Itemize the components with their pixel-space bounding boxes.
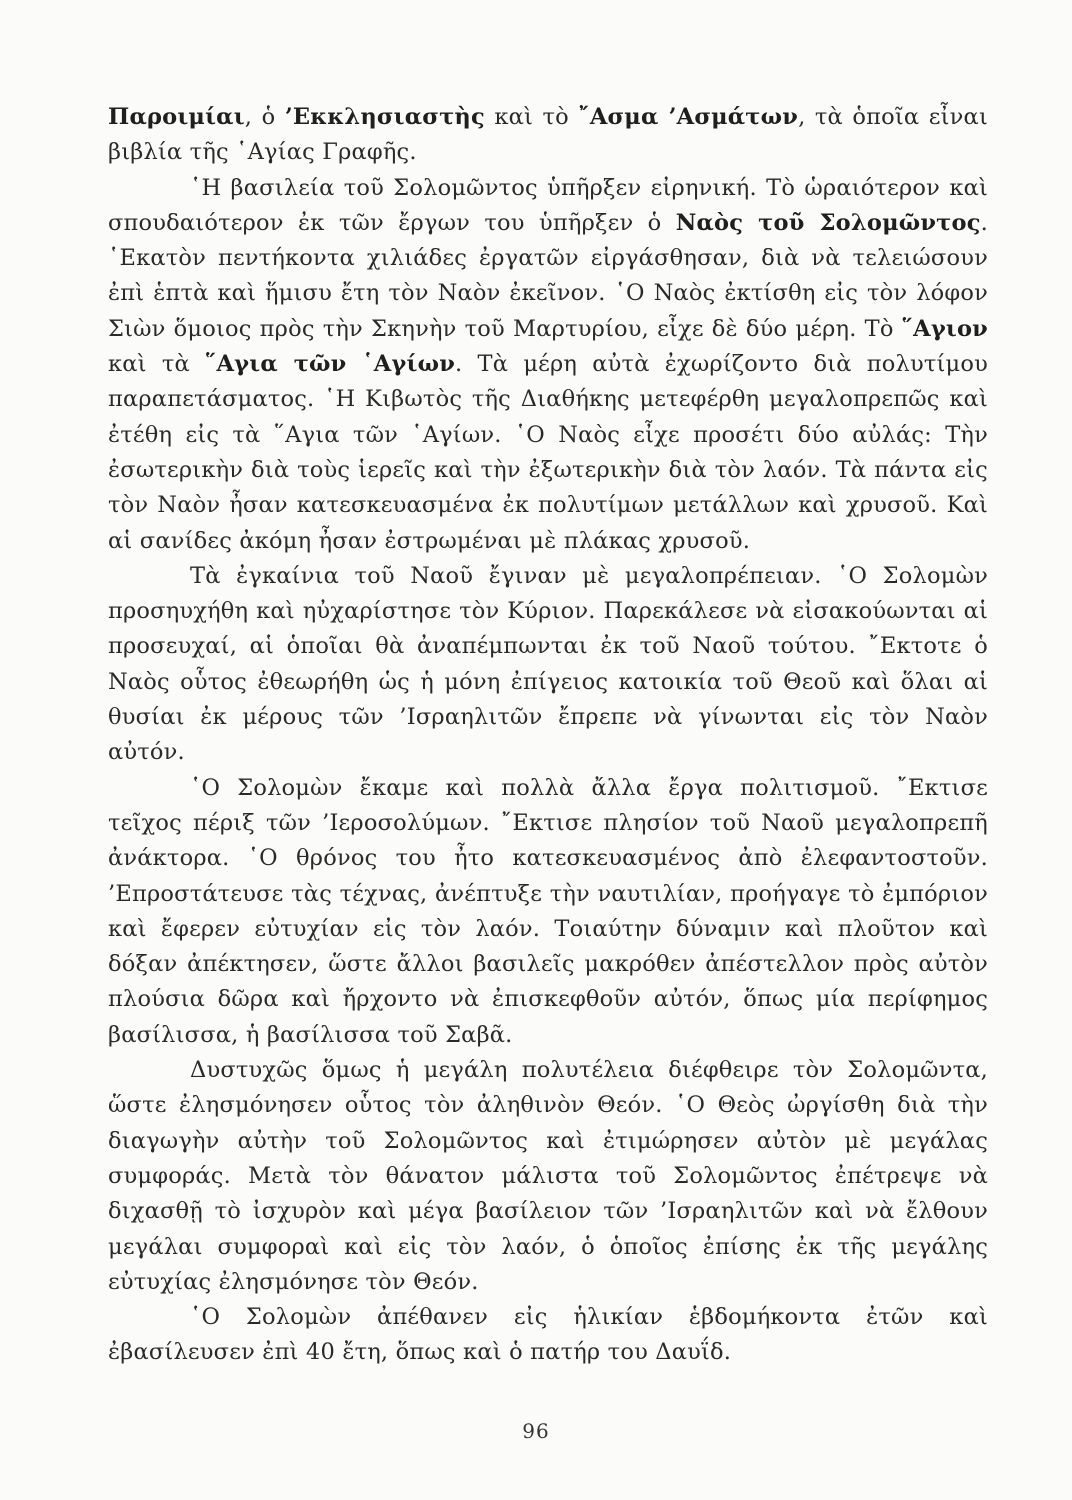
text-segment: ῾Η βασιλεία τοῦ Σολομῶντος ὑπῆρξεν εἰρηνική. Τὸ ὡραιότερον καὶ σπουδαιότερον ἐκ τῶν ἔργων του ὑπῆρξεν ὁ — [108, 174, 988, 236]
paragraph-1 — [108, 100, 988, 171]
text-segment: καὶ τὰ — [108, 351, 206, 378]
text-segment: καὶ τὸ — [484, 104, 579, 130]
page-number: 96 — [522, 1419, 550, 1443]
text-segment: . Τὰ μέρη αὐτὰ ἐχωρίζοντο διὰ πολυτίμου παραπετάσματος. ῾Η Κιβωτὸς τῆς Διαθήκης μετεφέρθη μεγαλοπρεπῶς καὶ ἐτέθη εἰς τὰ ῞Αγια τῶν ῾Αγίων. ῾Ο Ναὸς εἶχε προσέτι δύο αὐλάς: Τὴν ἐσωτερικὴν διὰ τοὺς ἱερεῖς καὶ τὴν ἐξωτερικὴν διὰ τὸν λαόν. Τὰ πάντα εἰς τὸν Ναὸν ἦσαν κατεσκευασμένα ἐκ πολυτίμων μετάλλων καὶ χρυσοῦ. Καὶ αἱ σανίδες ἀκόμη ἦσαν ἐστρωμέναι μὲ πλάκας χρυσοῦ. — [108, 351, 988, 554]
text-segment: Παροιμίαι — [108, 104, 245, 130]
text-segment: , τὰ ὁποῖα εἶναι βιβλία τῆς ῾Αγίας Γραφῆς. — [108, 104, 988, 166]
text-segment: ῎Ασμα ’Ασμάτων — [578, 104, 799, 130]
text-segment: ῞Αγιον — [901, 315, 988, 342]
text-segment: Ναὸς τοῦ Σολομῶντος — [675, 209, 981, 236]
text-segment: . ῾Εκατὸν πεντήκοντα χιλιάδες ἐργατῶν εἰργάσθησαν, διὰ νὰ τελειώσουν ἐπὶ ἑπτὰ καὶ ἥμισυ ἔτη τὸν Ναὸν ἐκεῖνον. ῾Ο Ναὸς ἐκτίσθη εἰς τὸν λόφον Σιὼν ὅμοιος πρὸς τὴν Σκηνὴν τοῦ Μαρτυρίου, εἶχε δὲ δύο μέρη. Τὸ — [108, 209, 988, 342]
text-segment: , ὁ — [244, 104, 285, 130]
text-segment: ’Εκκλησιαστὴς — [284, 104, 485, 130]
text-segment: Δυστυχῶς ὅμως ἡ μεγάλη πολυτέλεια διέφθειρε τὸν Σολομῶντα, ὥστε ἐλησμόνησεν οὗτος τὸν ἀληθινὸν Θεόν. ῾Ο Θεὸς ὠργίσθη διὰ τὴν διαγωγὴν αὐτὴν τοῦ Σολομῶντος καὶ ἐτιμώρησεν αὐτὸν μὲ μεγάλας συμφοράς. Μετὰ τὸν θάνατον μάλιστα τοῦ Σολομῶντος ἐπέτρεψε νὰ διχασθῇ τὸ ἰσχυρὸν καὶ μέγα βασίλειον τῶν ’Ισραηλιτῶν καὶ νὰ ἔλθουν μεγάλαι συμφοραὶ καὶ εἰς τὸν λαόν, ὁ ὁποῖος ἐπίσης ἐκ τῆς μεγάλης εὐτυχίας ἐλησμόνησε τὸν Θεόν. — [108, 1057, 988, 1295]
text-segment: Τὰ ἐγκαίνια τοῦ Ναοῦ ἔγιναν μὲ μεγαλοπρέπειαν. ῾Ο Σολομὼν προσηυχήθη καὶ ηὐχαρίστησε τὸν Κύριον. Παρεκάλεσε νὰ εἰσακούωνται αἱ προσευχαί, αἱ ὁποῖαι θὰ ἀναπέμπωνται ἐκ τοῦ Ναοῦ τούτου. ῎Εκτοτε ὁ Ναὸς οὗτος ἐθεωρήθη ὡς ἡ μόνη ἐπίγειος κατοικία τοῦ Θεοῦ καὶ ὅλαι αἱ θυσίαι ἐκ μέρους τῶν ’Ισραηλιτῶν ἔπρεπε νὰ γίνωνται εἰς τὸν Ναὸν αὐτόν. — [108, 562, 988, 766]
paragraph-3 — [108, 559, 988, 771]
paragraph-6 — [108, 1300, 988, 1371]
text-segment: ῞Αγια τῶν ῾Αγίων — [205, 351, 456, 378]
paragraph-5 — [108, 1053, 988, 1300]
paragraph-4 — [108, 771, 988, 1053]
text-segment: ῾Ο Σολομὼν ἔκαμε καὶ πολλὰ ἄλλα ἔργα πολιτισμοῦ. ῎Εκτισε τεῖχος πέριξ τῶν ’Ιεροσολύμων. ῎Εκτισε πλησίον τοῦ Ναοῦ μεγαλοπρεπῆ ἀνάκτορα. ῾Ο θρόνος του ἦτο κατεσκευασμένος ἀπὸ ἐλεφαντοστοῦν. ’Επροστάτευσε τὰς τέχνας, ἀνέπτυξε τὴν ναυτιλίαν, προήγαγε τὸ ἐμπόριον καὶ ἔφερεν εὐτυχίαν εἰς τὸν λαόν. Τοιαύτην δύναμιν καὶ πλοῦτον καὶ δόξαν ἀπέκτησεν, ὥστε ἄλλοι βασιλεῖς μακρόθεν ἀπέστελλον πρὸς αὐτὸν πλούσια δῶρα καὶ ἤρχοντο νὰ ἐπισκεφθοῦν αὐτόν, ὅπως μία περίφημος βασίλισσα, ἡ βασίλισσα τοῦ Σαβᾶ. — [108, 774, 988, 1048]
body-text — [108, 100, 988, 1371]
paragraph-2 — [108, 171, 988, 559]
text-segment: ῾Ο Σολομὼν ἀπέθανεν εἰς ἡλικίαν ἑβδομήκοντα ἐτῶν καὶ ἐβασίλευσεν ἐπὶ 40 ἔτη, ὅπως καὶ ὁ πατήρ του Δαυΐδ. — [108, 1304, 988, 1366]
